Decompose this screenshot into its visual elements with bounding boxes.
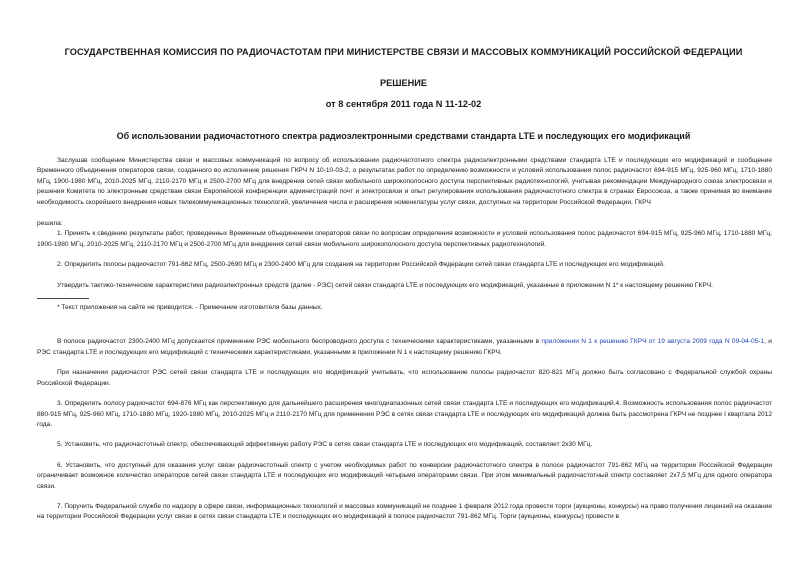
- item-2-paragraph: 2. Определить полосы радиочастот 791-862 МГц, 2500-2690 МГц и 2300-2400 МГц для создания на территории Российской Федерации сетей связи стандарта LTE и последующих его модификаций.: [57, 261, 665, 269]
- item-3-paragraph: 3. Определить полосу радиочастот 694-876 МГц как перспективную для дальнейшего расширения многодиапазонных сетей связи стандарта LTE и последующих его модификаций.4. Возможность использования полос радиочастот 880-915 МГц, 925-960 МГц, 1710-1880 МГц, 1920-1980 МГц, 2010-2025 МГц и 2110-2170 МГц для применения РЭС в сетях связи стандарта LTE и последующих его модификаций должна быть рассмотрена ГКРЧ не позднее I квартала 2012 года.: [37, 400, 772, 428]
- intro-paragraph: Заслушав сообщение Министерства связи и массовых коммуникаций по вопросу об использовании радиочастотного спектра радиоэлектронными средствами стандарта LTE и последующих его модификаций и сообщение Временного объединения операторов связи, созданного во исполнение решения ГКРЧ N 10-10-03-2, о результатах работ по определению возможности и условий использования полос радиочастот 694-915 МГц, 925-960 МГц, 1710-1880 МГц, 1900-1980 МГц, 2010-2025 МГц, 2110-2170 МГц и 2500-2700 МГц для внедрения сетей связи мобильного широкополосного доступа перспективных радиотехнологий, учитывая рекомендации Международного союза электросвязи и решения Комитета по электронным средствам связи Европейской конференции администраций почт и электросвязи и опыт регулирования использования радиочастотного спектра в странах Евросоюза, а также принимая во внимание необходимость скорейшего внедрения новых телекоммуникационных технологий, увеличения числа и расширения номенклатуры услуг связи, доступных на территории Российской Федерации, ГКРЧ: [37, 157, 772, 206]
- band-text-end: , и РЭС стандарта LTE и последующих его модификаций с техническими характеристиками, указанными в приложении N 1 к настоящему решению ГКРЧ.: [37, 338, 772, 356]
- approve-paragraph: Утвердить тактико-технические характеристики радиоэлектронных средств (далее - РЭС) сетей связи стандарта LTE и последующих его модификаций, указанные в приложении N 1* к настоящему решению ГКРЧ.: [57, 281, 713, 289]
- organization-heading: ГОСУДАРСТВЕННАЯ КОМИССИЯ ПО РАДИОЧАСТОТАМ ПРИ МИНИСТЕРСТВЕ СВЯЗИ И МАССОВЫХ КОММУНИКАЦИЙ РОССИЙСКОЙ ФЕДЕРАЦИИ: [64, 47, 743, 57]
- item-1-paragraph: 1. Принять к сведению результаты работ, проведенных Временным объединением операторов связи по вопросам определения возможности и условий использования полос радиочастот 694-915 МГц, 925-960 МГц, 1710-1880 МГц, 1900-1980 МГц, 2010-2025 МГц, 2110-2170 МГц и 2500-2700 МГц для внедрения сетей связи мобильного широкополосного доступа перспективных радиотехнологий.: [37, 230, 772, 248]
- document-title: Об использовании радиочастотного спектра радиоэлектронными средствами стандарта LTE и последующих его модификаций: [116, 131, 691, 141]
- resolved-label: решила:: [37, 220, 63, 228]
- band-text-start: В полосе радиочастот 2300-2400 МГц допускается применение РЭС мобильного беспроводного доступа с техническими характеристиками, указанными в: [57, 338, 542, 346]
- footnote-divider: [37, 298, 89, 299]
- item-7-paragraph: 7. Поручить Федеральной службе по надзору в сфере связи, информационных технологий и массовых коммуникаций не позднее 1 февраля 2012 года провести торги (аукционы, конкурсы) на право получения лицензий на оказание на территории Российской Федерации услуг связи в сетях связи стандарта LTE и последующих его модификаций в полосе радиочастот 791-862 МГц. Торги (аукционы, конкурсы) провести в: [37, 502, 772, 521]
- item-6-paragraph: 6. Установить, что доступный для оказания услуг связи радиочастотный спектр с учетом необходимых работ по конверсии радиочастотного спектра в полосе радиочастот 791-862 МГц на территории Российской Федерации ограничивает возможное количество операторов сетей связи стандарта LTE и последующих его модификаций четырьмя операторами связи. При этом минимальный радиочастотный спектр составляет 2х7,5 МГц для одного оператора связи.: [37, 461, 772, 490]
- item-5-paragraph: 5. Установить, что радиочастотный спектр, обеспечивающий эффективную работу РЭС в сетях связи стандарта LTE и последующих его модификаций, составляет 2х30 МГц.: [57, 441, 593, 449]
- footnote: * Текст приложения на сайте не приводится. - Примечание изготовителя базы данных.: [57, 304, 323, 312]
- assign-paragraph: При назначении радиочастот РЭС сетей связи стандарта LTE и последующих его модификаций учитывать, что использование полосы радиочастот 820-821 МГц должно быть согласовано с Федеральной службой охраны Российской Федерации.: [37, 369, 772, 387]
- decision-heading: РЕШЕНИЕ: [380, 78, 427, 88]
- band-2300-paragraph: [37, 337, 772, 358]
- annex-link[interactable]: приложении N 1 к решению ГКРЧ от 19 августа 2009 года N 09-04-05-1: [541, 338, 765, 346]
- date-number-heading: от 8 сентября 2011 года N 11-12-02: [325, 99, 482, 109]
- document-body: [37, 156, 772, 523]
